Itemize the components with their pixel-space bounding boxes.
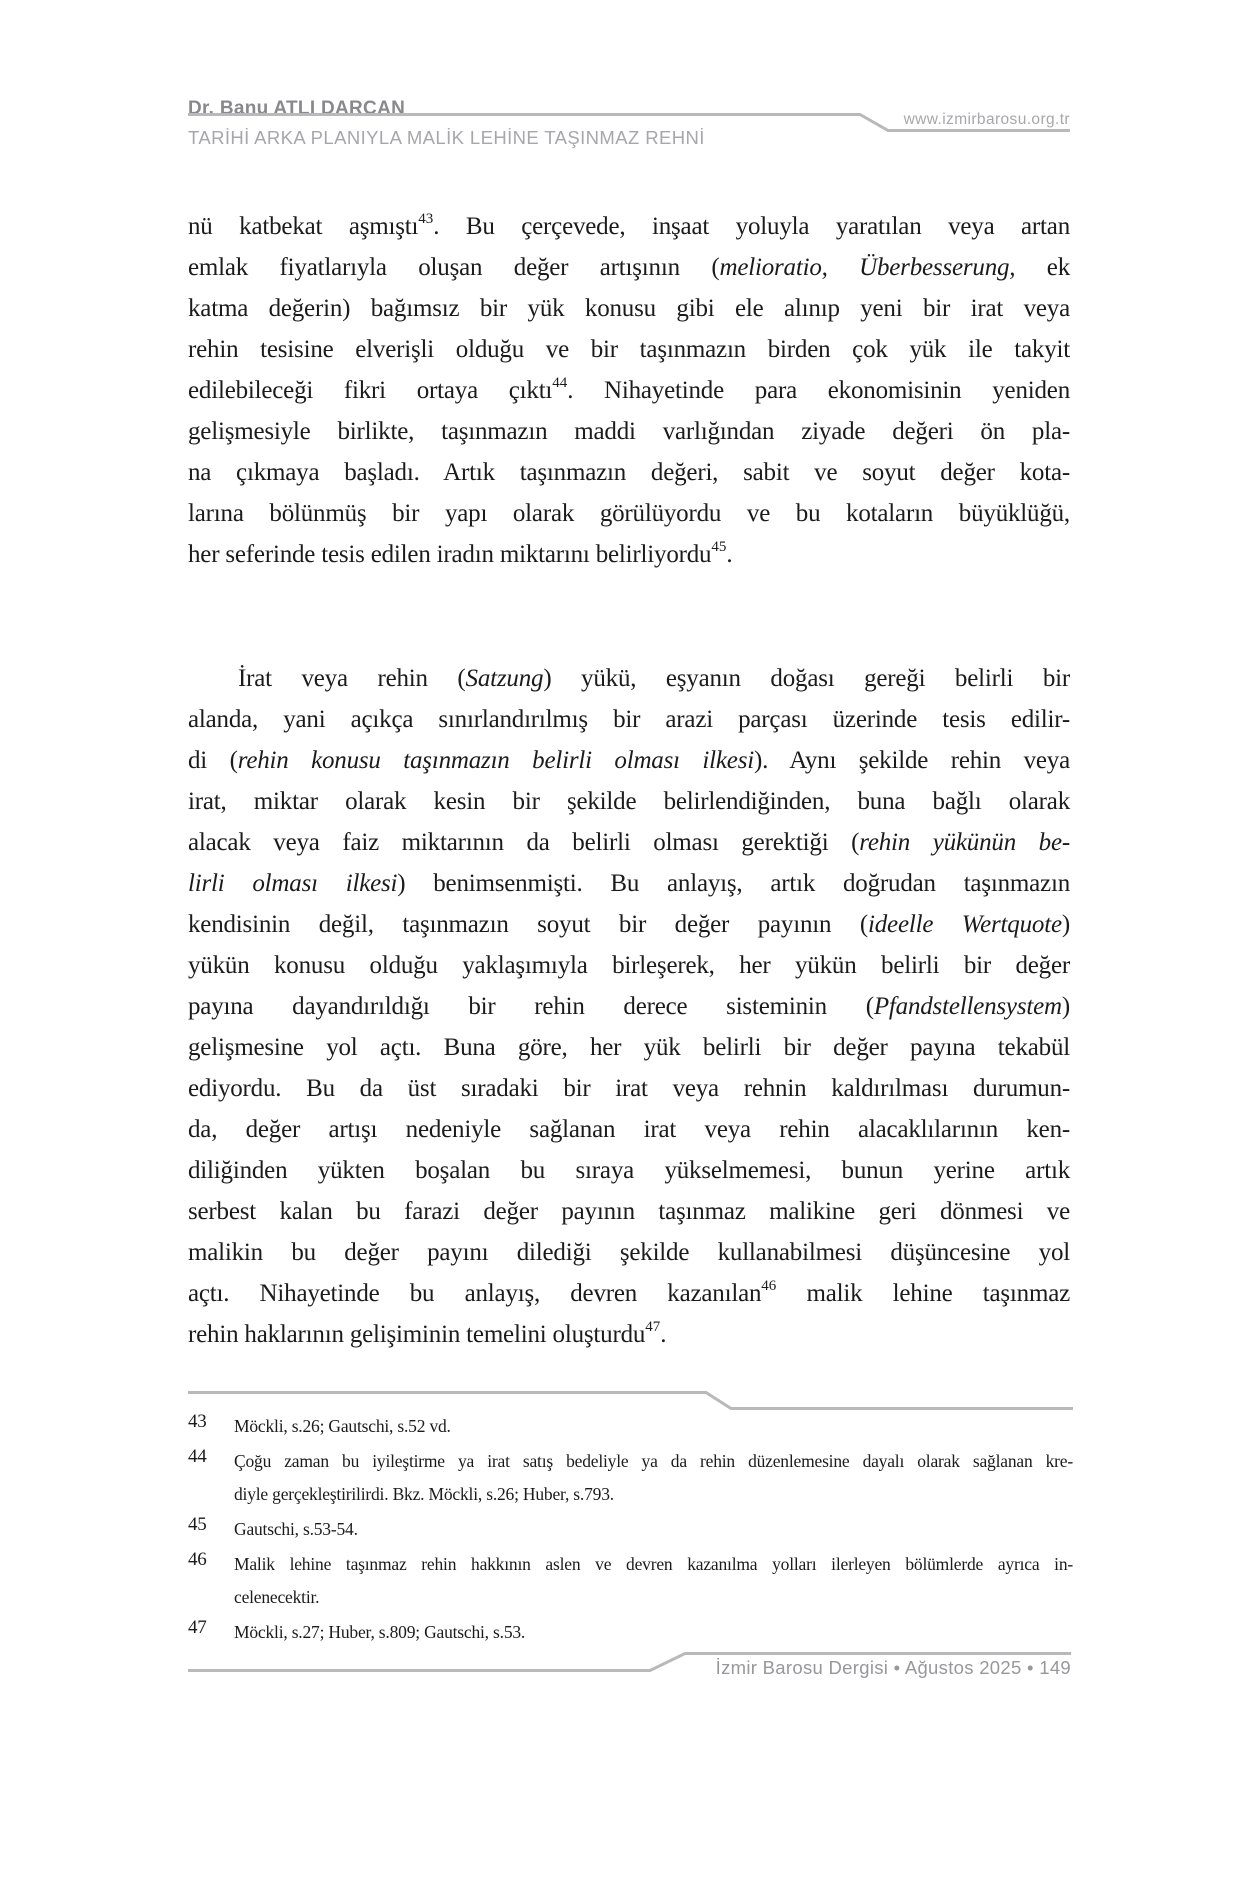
footnote-divider-rule [188, 1390, 1073, 1412]
text-run: payına dayandırıldığı bir rehin derece sisteminin ( [188, 993, 874, 1020]
body-line [188, 329, 1070, 370]
text-run: serbest kalan bu farazi değer payının taşınmaz malikine geri dönmesi ve [188, 1198, 1070, 1225]
body-line [188, 411, 1070, 452]
footnote-line: Möckli, s.26; Gautschi, s.52 vd. [234, 1416, 451, 1436]
italic-text-run: Pfandstellensystem [873, 993, 1062, 1020]
body-line [188, 986, 1070, 1027]
text-run: ) [1061, 993, 1070, 1020]
text-run: açtı. Nihayetinde bu anlayış, devren kazanılan [188, 1280, 762, 1307]
journal-footer: İzmir Barosu Dergisi • Ağustos 2025 • 149 [715, 1657, 1071, 1678]
body-line [188, 822, 1070, 863]
paragraph [188, 658, 1070, 1355]
footnote-line: diyle gerçekleştirilirdi. Bkz. Möckli, s.26; Huber, s.793. [234, 1484, 614, 1504]
body-line [188, 288, 1070, 329]
body-line [188, 1068, 1070, 1109]
text-run: gelişmesiyle birlikte, taşınmazın maddi varlığından ziyade değeri ön pla- [188, 418, 1070, 445]
body-text [188, 206, 1070, 1355]
italic-text-run: ideelle Wertquote [868, 911, 1062, 938]
italic-text-run: rehin yükünün be- [859, 829, 1070, 856]
text-run: ). Aynı şekilde rehin veya [753, 747, 1070, 774]
text-run: diliğinden yükten boşalan bu sıraya yükselmemesi, bunun yerine artık [188, 1157, 1070, 1184]
footnote-number: 46 [188, 1549, 207, 1570]
footnote-number: 44 [188, 1446, 207, 1467]
text-run: ek [1015, 254, 1070, 281]
footnote-item [188, 1548, 1073, 1614]
italic-text-run: lirli olması ilkesi [188, 870, 398, 897]
footnote-text [234, 1616, 1073, 1649]
body-line [188, 740, 1070, 781]
text-run: rehin haklarının gelişiminin temelini oluşturdu [188, 1321, 646, 1348]
text-run: rehin tesisine elverişli olduğu ve bir taşınmazın birden çok yük ile takyit [188, 336, 1070, 363]
body-line [188, 863, 1070, 904]
body-line [188, 658, 1070, 699]
text-run: larına bölünmüş bir yapı olarak görülüyordu ve bu kotaların büyüklüğü, [188, 500, 1070, 527]
body-line [188, 1232, 1070, 1273]
italic-text-run: Satzung [465, 665, 544, 692]
text-run: . [660, 1321, 667, 1348]
footnote-line: Möckli, s.27; Huber, s.809; Gautschi, s.53. [234, 1622, 526, 1642]
body-line [188, 1027, 1070, 1068]
body-line [188, 945, 1070, 986]
footnote-ref: 43 [418, 210, 434, 227]
body-line [188, 493, 1070, 534]
text-run: di ( [188, 747, 238, 774]
body-line [188, 904, 1070, 945]
footnote-line: Çoğu zaman bu iyileştirme ya irat satış bedeliyle ya da rehin düzenlemesine dayalı olarak sağlanan kre- [234, 1451, 1073, 1471]
footnote-ref: 46 [761, 1277, 777, 1294]
text-run: katma değerin) bağımsız bir yük konusu gibi ele alınıp yeni bir irat veya [188, 295, 1070, 322]
text-run: alanda, yani açıkça sınırlandırılmış bir arazi parçası üzerinde tesis edilir- [188, 706, 1070, 733]
text-run: . [726, 541, 733, 568]
body-line [188, 1273, 1070, 1314]
article-title: TARİHİ ARKA PLANIYLA MALİK LEHİNE TAŞINMAZ REHNİ [188, 127, 705, 148]
body-line [188, 1191, 1070, 1232]
text-run: . Nihayetinde para ekonomisinin yeniden [567, 377, 1070, 404]
text-run: nü katbekat aşmıştı [188, 213, 419, 240]
footnote-number: 43 [188, 1411, 207, 1432]
text-run: ) yükü, eşyanın doğası gereği belirli bir [543, 665, 1070, 692]
footnote-ref: 47 [645, 1318, 661, 1335]
footnote-item [188, 1410, 1073, 1443]
text-run: kendisinin değil, taşınmazın soyut bir değer payının ( [188, 911, 869, 938]
text-run: irat, miktar olarak kesin bir şekilde belirlendiğinden, buna bağlı olarak [188, 788, 1070, 815]
footnote-text [234, 1513, 1073, 1546]
body-line [188, 247, 1070, 288]
text-run: ediyordu. Bu da üst sıradaki bir irat veya rehnin kaldırılması durumun- [188, 1075, 1070, 1102]
text-run: gelişmesine yol açtı. Buna göre, her yük belirli bir değer payına tekabül [188, 1034, 1070, 1061]
text-run: İrat veya rehin ( [238, 665, 466, 692]
text-run: emlak fiyatlarıyla oluşan değer artışının ( [188, 254, 720, 281]
text-run: malikin bu değer payını dilediği şekilde kullanabilmesi düşüncesine yol [188, 1239, 1070, 1266]
text-run: alacak veya faiz miktarının da belirli olması gerektiği ( [188, 829, 860, 856]
footnote-text [234, 1445, 1073, 1511]
text-run: ) [1061, 911, 1070, 938]
text-run: . Bu çerçevede, inşaat yoluyla yaratılan veya artan [433, 213, 1070, 240]
body-line [188, 781, 1070, 822]
footnote-text [234, 1548, 1073, 1614]
footnote-item [188, 1616, 1073, 1649]
footnotes-list [188, 1410, 1073, 1651]
body-line [188, 1150, 1070, 1191]
text-run: ) benimsenmişti. Bu anlayış, artık doğrudan taşınmazın [397, 870, 1070, 897]
footnote-text [234, 1410, 1073, 1443]
body-line [188, 452, 1070, 493]
text-run: da, değer artışı nedeniyle sağlanan irat veya rehin alacaklılarının ken- [188, 1116, 1070, 1143]
text-run: edilebileceği fikri ortaya çıktı [188, 377, 553, 404]
italic-text-run: melioratio, Überbesserung, [719, 254, 1016, 281]
body-line [188, 206, 1070, 247]
footnote-line: Malik lehine taşınmaz rehin hakkının aslen ve devren kazanılma yolları ilerleyen bölümlerde ayrıca in- [234, 1554, 1073, 1574]
body-line [188, 699, 1070, 740]
text-run: her seferinde tesis edilen iradın miktarını belirliyordu [188, 541, 712, 568]
footnote-item [188, 1513, 1073, 1546]
journal-website: www.izmirbarosu.org.tr [903, 111, 1070, 128]
footnote-line: celenecektir. [234, 1587, 320, 1607]
text-run: na çıkmaya başladı. Artık taşınmazın değeri, sabit ve soyut değer kota- [188, 459, 1070, 486]
italic-text-run: rehin konusu taşınmazın belirli olması ilkesi [237, 747, 754, 774]
footnote-line: Gautschi, s.53-54. [234, 1519, 358, 1539]
body-line [188, 1109, 1070, 1150]
footnote-number: 47 [188, 1617, 207, 1638]
text-run: yükün konusu olduğu yaklaşımıyla birleşerek, her yükün belirli bir değer [188, 952, 1070, 979]
footnote-ref: 44 [552, 374, 568, 391]
text-run: malik lehine taşınmaz [776, 1280, 1070, 1307]
footnote-number: 45 [188, 1514, 207, 1535]
footnote-item [188, 1445, 1073, 1511]
body-line [188, 534, 1070, 575]
footnote-ref: 45 [711, 538, 727, 555]
body-line [188, 370, 1070, 411]
author-name: Dr. Banu ATLI DARCAN [188, 98, 406, 119]
paragraph [188, 206, 1070, 575]
body-line [188, 1314, 1070, 1355]
